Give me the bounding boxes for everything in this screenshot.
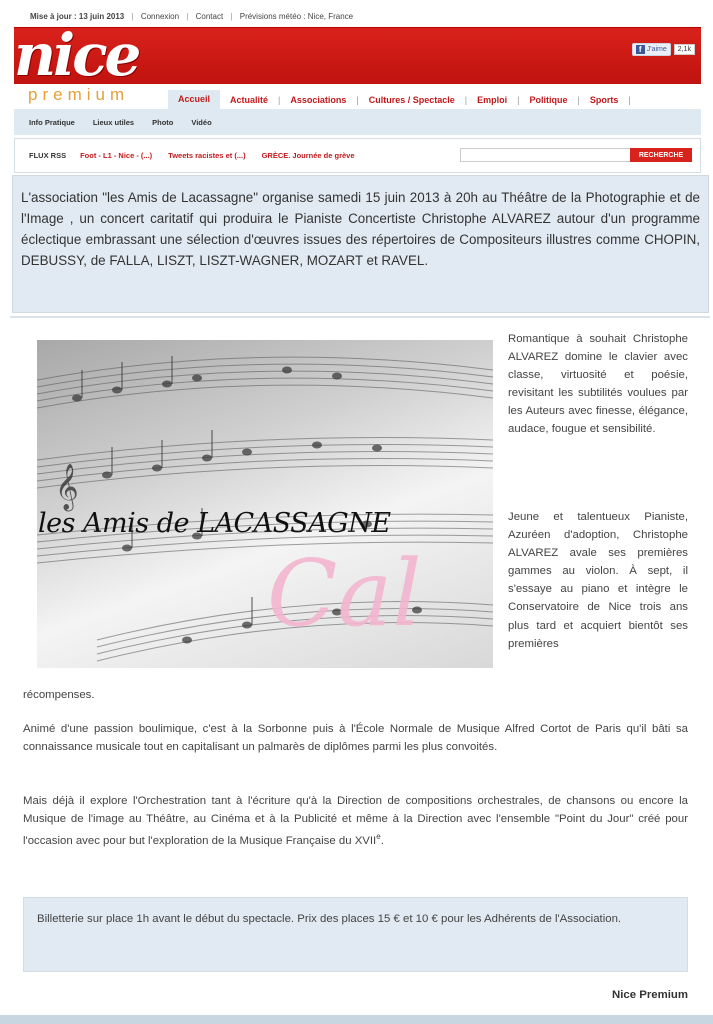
weather-link[interactable]: Prévisions météo : Nice, France: [239, 12, 354, 21]
sub-navigation: [14, 109, 701, 135]
article-paragraph-text: Mais déjà il explore l'Orchestration tant à l'écriture qu'à la Direction de compositions orchestrales, de chansons ou encore la Musique de l'image au Théâtre, au Cinéma et à la Publicité et même à la Direction avec l'ensemble "Point du Jour" créé pour l'occasion avec pour but l'exploration de la Musique Française du XVII: [23, 795, 688, 847]
login-link[interactable]: Connexion: [140, 12, 180, 21]
rss-item[interactable]: Foot - L1 - Nice - (...): [80, 151, 153, 160]
facebook-like-button[interactable]: [632, 43, 671, 56]
nav-tab-politique[interactable]: Politique: [529, 94, 568, 105]
article-paragraph-end: récompenses.: [23, 689, 95, 701]
contact-link[interactable]: Contact: [195, 12, 224, 21]
facebook-like-count: 2,1k: [674, 44, 695, 55]
poster-logo: Cal: [267, 540, 422, 647]
sheet-music-icon: [37, 340, 493, 668]
search-button[interactable]: RECHERCHE: [630, 148, 692, 162]
article-paragraph: Animé d'une passion boulimique, c'est à la Sorbonne puis à l'École Normale de Musique Alfred Cortot de Paris qu'il bâti sa connaissance musicale tout en capitalisant un palmarès de diplômes parmi les plus convoités.: [23, 723, 688, 754]
nav-tab-accueil[interactable]: Accueil: [168, 90, 220, 109]
nav-tab-actualite[interactable]: Actualité: [230, 94, 269, 105]
nav-tab-cultures[interactable]: Cultures / Spectacle: [368, 94, 455, 105]
footer-strip: [0, 1015, 713, 1024]
rss-item[interactable]: GRÈCE. Journée de grève: [261, 151, 355, 160]
nav-tab-associations[interactable]: Associations: [290, 94, 347, 105]
facebook-icon: f: [636, 45, 645, 54]
century-superscript: e: [376, 832, 381, 842]
site-logo-subtitle: premium: [28, 85, 130, 104]
subnav-info-pratique[interactable]: Info Pratique: [29, 117, 75, 127]
nav-tab-emploi[interactable]: Emploi: [477, 94, 508, 105]
top-info-bar: Mise à jour : 13 juin 2013 | Connexion | Contact | Prévisions météo : Nice, France: [30, 12, 354, 21]
article-intro: L'association "les Amis de Lacassagne" organise samedi 15 juin 2013 à 20h au Théâtre de la Photographie et de l'Image , un concert caritatif qui produira le Pianiste Concertiste Christophe ALVAREZ autour d'un programme éclectique embrassant une sélection d'œuvres issues des répertoires de Compositeurs illustres comme CHOPIN, DEBUSSY, de FALLA, LISZT, LISZT-WAGNER, MOZART et RAVEL.: [12, 175, 709, 313]
article-paragraph: [23, 792, 688, 850]
main-navigation: Accueil Actualité | Associations | Cultures / Spectacle | Emploi | Politique | Sports |: [168, 90, 631, 109]
rss-item[interactable]: Tweets racistes et (...): [168, 151, 246, 160]
update-date: Mise à jour : 13 juin 2013: [30, 12, 125, 21]
article-signature: Nice Premium: [612, 989, 688, 1001]
nav-tab-sports[interactable]: Sports: [589, 94, 619, 105]
section-divider: [10, 316, 710, 318]
poster-title: les Amis de LACASSAGNE: [38, 508, 391, 539]
ticket-info-box: Billetterie sur place 1h avant le début du spectacle. Prix des places 15 € et 10 € pour les Adhérents de l'Association.: [23, 897, 688, 972]
facebook-like-label: J'aime: [646, 46, 667, 53]
rss-bar: [14, 138, 701, 173]
article-paragraph: Romantique à souhait Christophe ALVAREZ domine le clavier avec classe, virtuosité et poésie, revisitant les subtilités voulues par les Auteurs avec finesse, élégance, audace, fougue et sensibilité.: [508, 333, 688, 436]
search-input[interactable]: [460, 148, 631, 162]
rss-label: FLUX RSS: [29, 151, 67, 160]
subnav-video[interactable]: Vidéo: [191, 117, 212, 127]
subnav-photo[interactable]: Photo: [152, 117, 174, 127]
facebook-like-widget[interactable]: [632, 43, 695, 56]
svg-text:𝄞: 𝄞: [55, 464, 79, 510]
article-paragraph-period: .: [380, 834, 384, 847]
article-paragraph: Jeune et talentueux Pianiste, Azuréen d'adoption, Christophe ALVAREZ avale ses premières gammes au violon. À sept, il s'essaye au piano et intègre le Conservatoire de Nice trois ans plus tard et acquiert bientôt ses premières: [508, 511, 688, 650]
site-logo[interactable]: nice: [14, 21, 139, 89]
subnav-lieux-utiles[interactable]: Lieux utiles: [92, 117, 135, 127]
concert-poster-image: [37, 340, 493, 668]
